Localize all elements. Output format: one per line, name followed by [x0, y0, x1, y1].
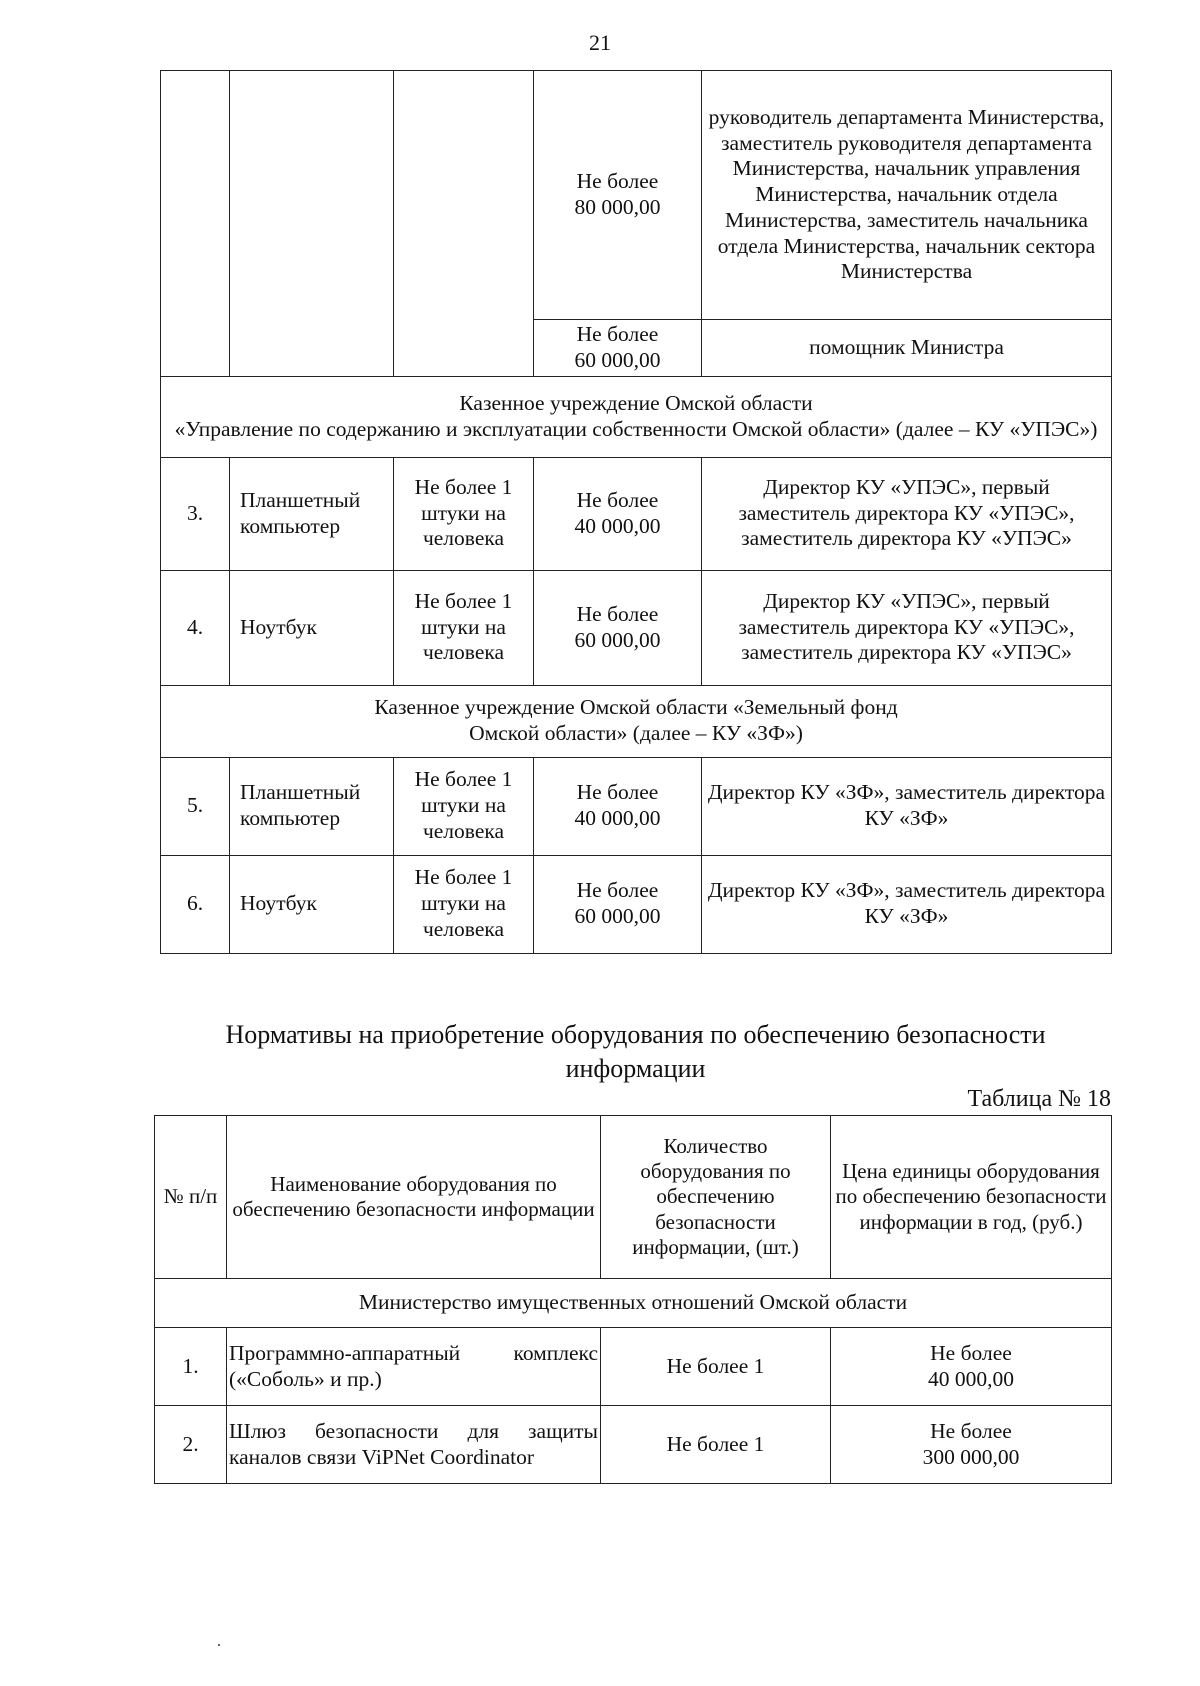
header-qty: Количество оборудования по обеспечению безопасности информации, (шт.) [601, 1116, 831, 1279]
table-cell-qty [394, 71, 534, 377]
table-row [161, 757, 1112, 855]
table-section-row [161, 685, 1112, 757]
table-cell-name: Планшетный компьютер [230, 757, 394, 855]
table-cell-qty: Не более 1 штуки на человека [394, 757, 534, 855]
table-cell-qty: Не более 1 штуки на человека [394, 457, 534, 570]
table-cell-qty: Не более 1 [601, 1328, 831, 1406]
table-cell-num: 2. [155, 1406, 227, 1484]
table-cell-num: 5. [161, 757, 230, 855]
header-price: Цена единицы оборудования по обеспечению безопасности информации в год, (руб.) [831, 1116, 1112, 1279]
table-cell-qty: Не более 1 штуки на человека [394, 855, 534, 953]
section-heading-ministry: Министерство имущественных отношений Омской области [155, 1279, 1112, 1328]
table-section-row [155, 1279, 1112, 1328]
table-cell-num: 3. [161, 457, 230, 570]
table-row [161, 855, 1112, 953]
table-row [161, 71, 1112, 320]
table-cell-position: Директор КУ «ЗФ», заместитель директора КУ «ЗФ» [702, 757, 1112, 855]
table-cell-price: Не более 300 000,00 [831, 1406, 1112, 1484]
table-caption: Таблица № 18 [967, 1086, 1111, 1112]
table-cell-num: 4. [161, 570, 230, 685]
table-row [161, 570, 1112, 685]
table-cell-num [161, 71, 230, 377]
table-cell-name: Программно-аппаратный комплекс («Соболь» и пр.) [227, 1328, 601, 1406]
table-cell-price: Не более 80 000,00 [534, 71, 702, 320]
header-num: № п/п [155, 1116, 227, 1279]
security-equipment-table [154, 1115, 1112, 1484]
table-cell-name: Ноутбук [230, 570, 394, 685]
table-cell-num: 1. [155, 1328, 227, 1406]
table-cell-price: Не более 60 000,00 [534, 855, 702, 953]
table-cell-qty: Не более 1 [601, 1406, 831, 1484]
table-cell-name: Ноутбук [230, 855, 394, 953]
table-cell-name: Планшетный компьютер [230, 457, 394, 570]
table-cell-num: 6. [161, 855, 230, 953]
table-cell-position: Директор КУ «УПЭС», первый заместитель директора КУ «УПЭС», заместитель директора КУ «УПЭС» [702, 570, 1112, 685]
table-cell-position: Директор КУ «ЗФ», заместитель директора КУ «ЗФ» [702, 855, 1112, 953]
table-section-row [161, 376, 1112, 457]
table-header-row [155, 1116, 1112, 1279]
table-cell-position: руководитель департамента Министерства, заместитель руководителя департамента Министерства, начальник управления Министерства, начальник отдела Министерства, заместитель начальника отдела Министерства, начальник сектора Министерства [702, 71, 1112, 320]
table-cell-price: Не более 40 000,00 [534, 757, 702, 855]
table-cell-name [230, 71, 394, 377]
scan-speck [218, 1644, 220, 1646]
section-heading-upes: Казенное учреждение Омской области «Управление по содержанию и эксплуатации собственности Омской области» (далее – КУ «УПЭС») [161, 376, 1112, 457]
table-cell-price: Не более 60 000,00 [534, 570, 702, 685]
table-cell-qty: Не более 1 штуки на человека [394, 570, 534, 685]
equipment-norms-table [160, 70, 1112, 954]
table-cell-price: Не более 40 000,00 [831, 1328, 1112, 1406]
page-number: 21 [589, 30, 611, 55]
table-row [155, 1406, 1112, 1484]
section-title: Нормативы на приобретение оборудования по обеспечению безопасности информации [225, 1020, 1046, 1083]
section-heading-zf: Казенное учреждение Омской области «Земельный фонд Омской области» (далее – КУ «ЗФ») [161, 685, 1112, 757]
table-row [161, 457, 1112, 570]
table-cell-position: помощник Министра [702, 320, 1112, 377]
table-cell-price: Не более 60 000,00 [534, 320, 702, 377]
table-row [155, 1328, 1112, 1406]
table-cell-name: Шлюз безопасности для защиты каналов связи ViPNet Coordinator [227, 1406, 601, 1484]
table-cell-price: Не более 40 000,00 [534, 457, 702, 570]
header-name: Наименование оборудования по обеспечению безопасности информации [227, 1116, 601, 1279]
table-cell-position: Директор КУ «УПЭС», первый заместитель директора КУ «УПЭС», заместитель директора КУ «УПЭС» [702, 457, 1112, 570]
